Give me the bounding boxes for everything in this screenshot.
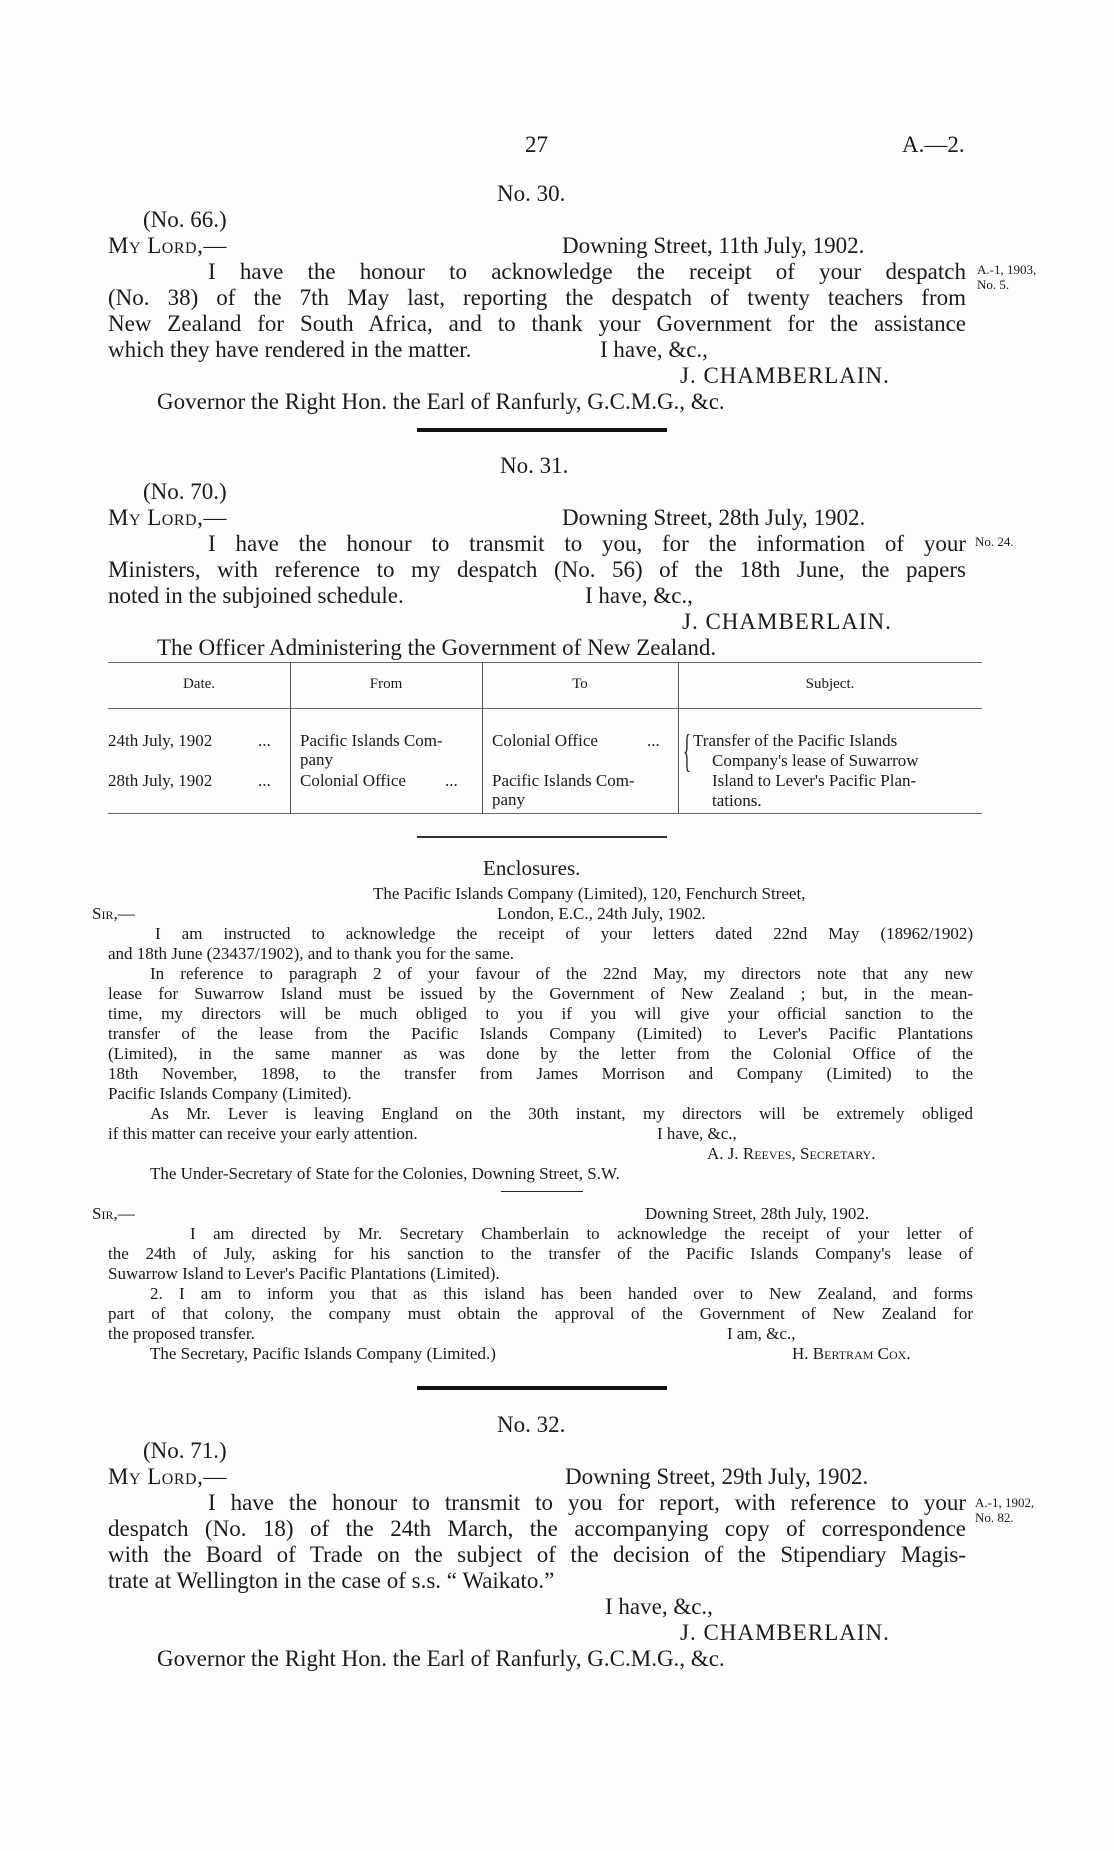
body-line: I have the honour to transmit to you, for the information of your [208, 531, 966, 556]
cell-subject: tations. [712, 791, 762, 810]
body-line: 2. I am to inform you that as this island has been handed over to New Zealand, and forms [150, 1284, 973, 1303]
body-line: if this matter can receive your early attention. [108, 1124, 418, 1143]
signature: A. J. Reeves, Secretary. [707, 1144, 876, 1163]
body-line: I am directed by Mr. Secretary Chamberlain to acknowledge the receipt of your letter of [190, 1224, 973, 1243]
signature: J. CHAMBERLAIN. [682, 609, 892, 634]
margin-reference: No. 5. [977, 277, 1010, 292]
place-date: Downing Street, 29th July, 1902. [565, 1464, 869, 1489]
body-line: which they have rendered in the matter. [108, 337, 472, 362]
cell-leader: ... [445, 771, 458, 790]
place-date: Downing Street, 28th July, 1902. [562, 505, 866, 530]
column-header-to: To [572, 676, 588, 692]
cell-subject: Island to Lever's Pacific Plan- [712, 771, 917, 790]
addressee: The Secretary, Pacific Islands Company (Limited.) [150, 1344, 496, 1363]
enclosure-address: The Pacific Islands Company (Limited), 120, Fenchurch Street, [373, 884, 806, 903]
closing: I have, &c., [657, 1124, 737, 1143]
salutation: My Lord,— [108, 1464, 227, 1489]
enclosure-address: London, E.C., 24th July, 1902. [497, 904, 706, 923]
body-line: I have the honour to transmit to you for report, with reference to your [208, 1490, 966, 1515]
body-line: trate at Wellington in the case of s.s. “ Waikato.” [108, 1568, 555, 1593]
salutation: Sir,— [92, 904, 135, 923]
cell-leader: ... [647, 731, 660, 750]
section-divider [417, 1386, 667, 1390]
column-header-from: From [369, 676, 403, 692]
cell-from: Colonial Office [300, 771, 406, 790]
table-header-rule [108, 708, 982, 709]
addressee: The Under-Secretary of State for the Colonies, Downing Street, S.W. [150, 1164, 620, 1183]
cell-to: Colonial Office [492, 731, 598, 750]
body-line: (Limited), in the same manner as was done by the letter from the Colonial Office of the [108, 1044, 973, 1063]
cell-leader: ... [258, 771, 271, 790]
enclosure-divider [501, 1191, 583, 1192]
body-line: transfer of the lease from the Pacific Islands Company (Limited) to Lever's Pacific Plantations [108, 1024, 973, 1043]
body-line: I have the honour to acknowledge the receipt of your despatch [208, 259, 966, 284]
place-date: Downing Street, 11th July, 1902. [562, 233, 865, 258]
body-line: In reference to paragraph 2 of your favour of the 22nd May, my directors note that any new [150, 964, 973, 983]
page-number: 27 [525, 132, 548, 157]
section-divider [417, 428, 667, 432]
body-line: despatch (No. 18) of the 24th March, the accompanying copy of correspondence [108, 1516, 966, 1541]
addressee: Governor the Right Hon. the Earl of Ranfurly, G.C.M.G., &c. [157, 1646, 725, 1671]
signature: J. CHAMBERLAIN. [680, 363, 890, 388]
margin-reference: A.-1, 1902, [975, 1495, 1035, 1510]
cell-leader: ... [258, 731, 271, 750]
signature: J. CHAMBERLAIN. [680, 1620, 890, 1645]
salutation: My Lord,— [108, 505, 227, 530]
margin-reference: No. 82. [975, 1510, 1014, 1525]
cell-date: 28th July, 1902 [108, 771, 213, 790]
body-line: 18th November, 1898, to the transfer from James Morrison and Company (Limited) to the [108, 1064, 973, 1083]
closing: I have, &c., [605, 1594, 713, 1619]
addressee: Governor the Right Hon. the Earl of Ranfurly, G.C.M.G., &c. [157, 389, 725, 414]
cell-subject: Transfer of the Pacific Islands [693, 731, 898, 750]
place-date: Downing Street, 28th July, 1902. [645, 1204, 870, 1223]
body-line: Suwarrow Island to Lever's Pacific Plantations (Limited). [108, 1264, 500, 1283]
margin-reference: A.-1, 1903, [977, 262, 1037, 277]
body-line: time, my directors will be much obliged to you if you will give your official sanction to the [108, 1004, 973, 1023]
closing: I have, &c., [600, 337, 708, 362]
letter-title: No. 30. [497, 181, 566, 206]
cell-from: Pacific Islands Com- pany [300, 731, 443, 769]
body-line: noted in the subjoined schedule. [108, 583, 404, 608]
column-header-date: Date. [182, 676, 216, 692]
salutation: My Lord,— [108, 233, 227, 258]
section-divider [417, 836, 667, 838]
body-line: (No. 38) of the 7th May last, reporting the despatch of twenty teachers from [108, 285, 966, 310]
signature: H. Bertram Cox. [792, 1344, 911, 1363]
brace-icon: { [683, 725, 691, 776]
body-line: with the Board of Trade on the subject of the decision of the Stipendiary Magis- [108, 1542, 966, 1567]
letter-title: No. 31. [500, 453, 569, 478]
page-reference: A.—2. [902, 132, 965, 157]
body-line: part of that colony, the company must obtain the approval of the Government of New Zealand for [108, 1304, 973, 1323]
cell-date: 24th July, 1902 [108, 731, 213, 750]
margin-reference: No. 24. [975, 534, 1014, 549]
body-line: and 18th June (23437/1902), and to thank you for the same. [108, 944, 515, 963]
cell-subject: Company's lease of Suwarrow [712, 751, 919, 770]
closing: I have, &c., [585, 583, 693, 608]
table-bottom-rule [108, 813, 982, 814]
body-line: the 24th of July, asking for his sanction to the transfer of the Pacific Islands Company's lease of [108, 1244, 973, 1263]
body-line: Pacific Islands Company (Limited). [108, 1084, 352, 1103]
addressee: The Officer Administering the Government of New Zealand. [157, 635, 717, 660]
letter-number: (No. 66.) [143, 207, 227, 232]
letter-title: No. 32. [497, 1412, 566, 1437]
cell-to: Pacific Islands Com- pany [492, 771, 635, 809]
letter-number: (No. 71.) [143, 1438, 227, 1463]
closing: I am, &c., [727, 1324, 796, 1343]
body-line: lease for Suwarrow Island must be issued by the Government of New Zealand ; but, in the mean- [108, 984, 973, 1003]
salutation: Sir,— [92, 1204, 135, 1223]
body-line: the proposed transfer. [108, 1324, 255, 1343]
column-header-subject: Subject. [805, 676, 855, 692]
enclosures-title: Enclosures. [483, 856, 581, 880]
body-line: As Mr. Lever is leaving England on the 30th instant, my directors will be extremely obliged [150, 1104, 973, 1123]
letter-number: (No. 70.) [143, 479, 227, 504]
body-line: Ministers, with reference to my despatch (No. 56) of the 18th June, the papers [108, 557, 966, 582]
body-line: I am instructed to acknowledge the receipt of your letters dated 22nd May (18962/1902) [155, 924, 973, 943]
table-top-rule [108, 662, 982, 663]
body-line: New Zealand for South Africa, and to thank your Government for the assistance [108, 311, 966, 336]
